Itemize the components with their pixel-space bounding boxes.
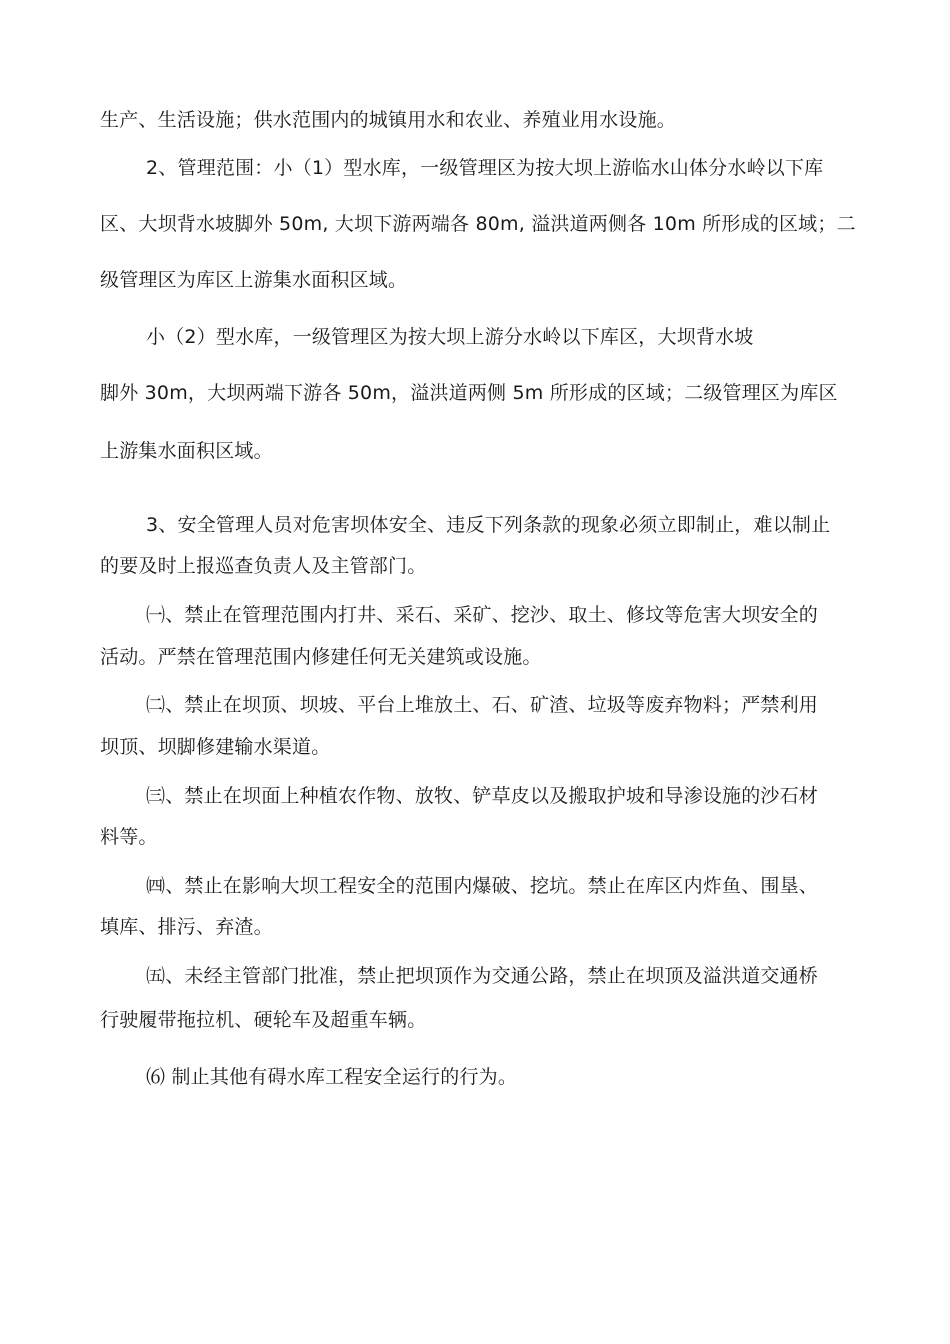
list-item-line: ㈡、禁止在坝顶、坝坡、平台上堆放土、石、矿渣、垃圾等废弃物料；严禁利用 bbox=[146, 694, 819, 716]
paragraph-line: 2、管理范围：小（1）型水库，一级管理区为按大坝上游临水山体分水岭以下库 bbox=[146, 157, 824, 179]
list-item-line: ㈤、未经主管部门批准，禁止把坝顶作为交通公路，禁止在坝顶及溢洪道交通桥 bbox=[146, 965, 819, 987]
paragraph-line: 3、安全管理人员对危害坝体安全、违反下列条款的现象必须立即制止，难以制止 bbox=[146, 514, 831, 536]
list-item-line: 填库、排污、弃渣。 bbox=[100, 916, 273, 938]
paragraph-line: 小（2）型水库，一级管理区为按大坝上游分水岭以下库区，大坝背水坡 bbox=[146, 326, 754, 348]
paragraph-line: 区、大坝背水坡脚外 50m, 大坝下游两端各 80m, 溢洪道两侧各 10m 所形成的区域；二 bbox=[100, 213, 856, 235]
list-item-line: 行驶履带拖拉机、硬轮车及超重车辆。 bbox=[100, 1009, 427, 1031]
paragraph-line: 脚外 30m，大坝两端下游各 50m，溢洪道两侧 5m 所形成的区域；二级管理区为库区 bbox=[100, 382, 838, 404]
list-item-line: ㈠、禁止在管理范围内打井、采石、采矿、挖沙、取土、修坟等危害大坝安全的 bbox=[146, 604, 819, 626]
list-item-line: ⑹ 制止其他有碍水库工程安全运行的行为。 bbox=[146, 1066, 518, 1088]
list-item-line: 料等。 bbox=[100, 826, 158, 848]
paragraph-line: 生产、生活设施；供水范围内的城镇用水和农业、养殖业用水设施。 bbox=[100, 109, 677, 131]
list-item-line: ㈢、禁止在坝面上种植农作物、放牧、铲草皮以及搬取护坡和导渗设施的沙石材 bbox=[146, 785, 819, 807]
paragraph-line: 上游集水面积区域。 bbox=[100, 440, 273, 462]
list-item-line: 活动。严禁在管理范围内修建任何无关建筑或设施。 bbox=[100, 646, 542, 668]
list-item-line: ㈣、禁止在影响大坝工程安全的范围内爆破、挖坑。禁止在库区内炸鱼、围垦、 bbox=[146, 875, 819, 897]
list-item-line: 坝顶、坝脚修建输水渠道。 bbox=[100, 736, 331, 758]
paragraph-line: 级管理区为库区上游集水面积区域。 bbox=[100, 269, 408, 291]
paragraph-line: 的要及时上报巡查负责人及主管部门。 bbox=[100, 555, 427, 577]
